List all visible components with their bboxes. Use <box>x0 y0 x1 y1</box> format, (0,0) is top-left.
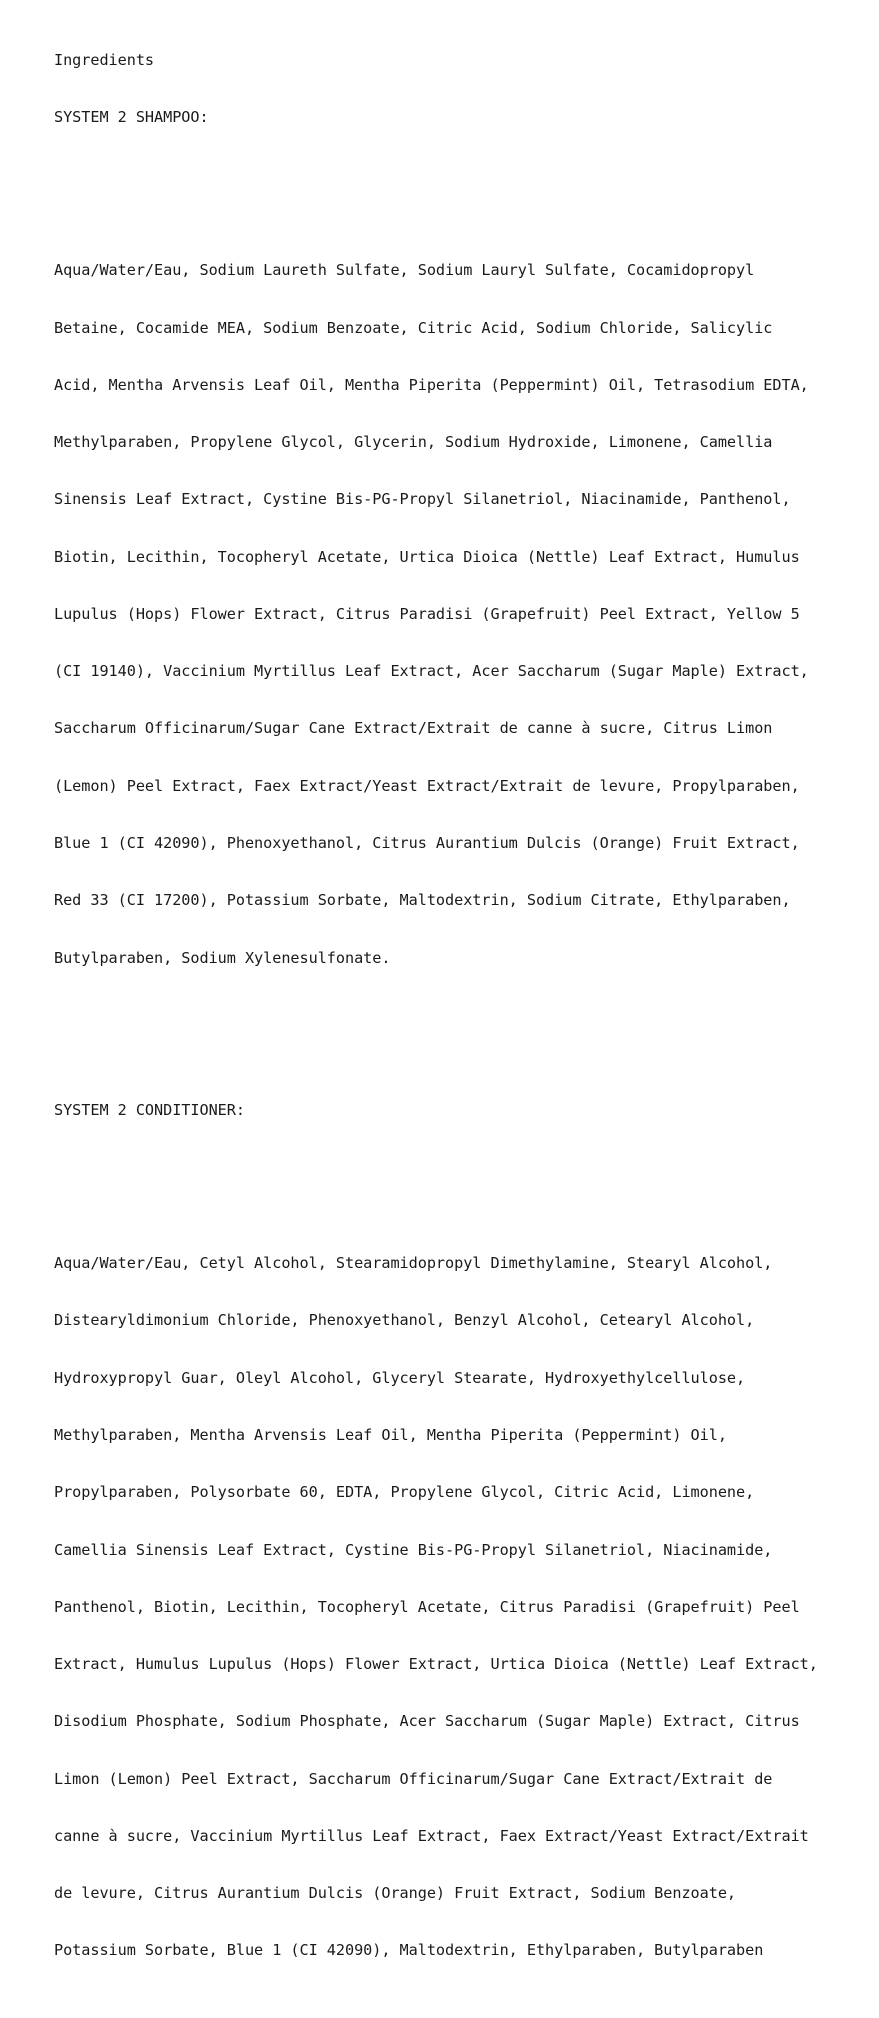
conditioner-line: Extract, Humulus Lupulus (Hops) Flower Extract, Urtica Dioica (Nettle) Leaf Extract, <box>54 1655 818 1674</box>
spacer <box>54 166 854 185</box>
conditioner-line: Limon (Lemon) Peel Extract, Saccharum Officinarum/Sugar Cane Extract/Extrait de <box>54 1769 773 1788</box>
shampoo-line: (CI 19140), Vaccinium Myrtillus Leaf Extract, Acer Saccharum (Sugar Maple) Extract, <box>54 662 809 681</box>
spacer <box>54 1159 854 1178</box>
conditioner-line: Aqua/Water/Eau, Cetyl Alcohol, Stearamidopropyl Dimethylamine, Stearyl Alcohol, <box>54 1254 773 1273</box>
conditioner-line: Hydroxypropyl Guar, Oleyl Alcohol, Glyceryl Stearate, Hydroxyethylcellulose, <box>54 1368 746 1387</box>
conditioner-line: de levure, Citrus Aurantium Dulcis (Orange) Fruit Extract, Sodium Benzoate, <box>54 1884 737 1903</box>
shampoo-line: Sinensis Leaf Extract, Cystine Bis-PG-Propyl Silanetriol, Niacinamide, Panthenol, <box>54 490 791 509</box>
conditioner-line: Methylparaben, Mentha Arvensis Leaf Oil, Mentha Piperita (Peppermint) Oil, <box>54 1425 727 1444</box>
shampoo-line: Blue 1 (CI 42090), Phenoxyethanol, Citrus Aurantium Dulcis (Orange) Fruit Extract, <box>54 834 800 853</box>
conditioner-ingredient-list <box>54 1216 854 1999</box>
document-heading: Ingredients <box>54 51 155 70</box>
conditioner-line: canne à sucre, Vaccinium Myrtillus Leaf Extract, Faex Extract/Yeast Extract/Extrait <box>54 1826 809 1845</box>
conditioner-title: SYSTEM 2 CONDITIONER: <box>54 1101 245 1120</box>
shampoo-line: Saccharum Officinarum/Sugar Cane Extract/Extrait de canne à sucre, Citrus Limon <box>54 719 773 738</box>
spacer <box>54 1044 854 1063</box>
conditioner-line: Potassium Sorbate, Blue 1 (CI 42090), Maltodextrin, Ethylparaben, Butylparaben <box>54 1941 764 1960</box>
shampoo-line: Methylparaben, Propylene Glycol, Glycerin, Sodium Hydroxide, Limonene, Camellia <box>54 433 773 452</box>
shampoo-line: Acid, Mentha Arvensis Leaf Oil, Mentha Piperita (Peppermint) Oil, Tetrasodium EDTA, <box>54 375 809 394</box>
conditioner-line: Panthenol, Biotin, Lecithin, Tocopheryl Acetate, Citrus Paradisi (Grapefruit) Peel <box>54 1597 800 1616</box>
conditioner-line: Camellia Sinensis Leaf Extract, Cystine Bis-PG-Propyl Silanetriol, Niacinamide, <box>54 1540 773 1559</box>
shampoo-line: (Lemon) Peel Extract, Faex Extract/Yeast Extract/Extrait de levure, Propylparaben, <box>54 776 800 795</box>
shampoo-line: Lupulus (Hops) Flower Extract, Citrus Paradisi (Grapefruit) Peel Extract, Yellow 5 <box>54 604 800 623</box>
shampoo-title: SYSTEM 2 SHAMPOO: <box>54 108 209 127</box>
shampoo-line: Butylparaben, Sodium Xylenesulfonate. <box>54 948 391 967</box>
shampoo-line: Red 33 (CI 17200), Potassium Sorbate, Maltodextrin, Sodium Citrate, Ethylparaben, <box>54 891 791 910</box>
ingredients-document <box>54 13 854 2018</box>
shampoo-line: Aqua/Water/Eau, Sodium Laureth Sulfate, Sodium Lauryl Sulfate, Cocamidopropyl <box>54 261 755 280</box>
conditioner-line: Disodium Phosphate, Sodium Phosphate, Acer Saccharum (Sugar Maple) Extract, Citrus <box>54 1712 800 1731</box>
shampoo-line: Betaine, Cocamide MEA, Sodium Benzoate, Citric Acid, Sodium Chloride, Salicylic <box>54 318 773 337</box>
conditioner-line: Distearyldimonium Chloride, Phenoxyethanol, Benzyl Alcohol, Cetearyl Alcohol, <box>54 1311 755 1330</box>
shampoo-line: Biotin, Lecithin, Tocopheryl Acetate, Urtica Dioica (Nettle) Leaf Extract, Humulus <box>54 547 800 566</box>
shampoo-ingredient-list <box>54 223 854 1006</box>
conditioner-line: Propylparaben, Polysorbate 60, EDTA, Propylene Glycol, Citric Acid, Limonene, <box>54 1483 755 1502</box>
